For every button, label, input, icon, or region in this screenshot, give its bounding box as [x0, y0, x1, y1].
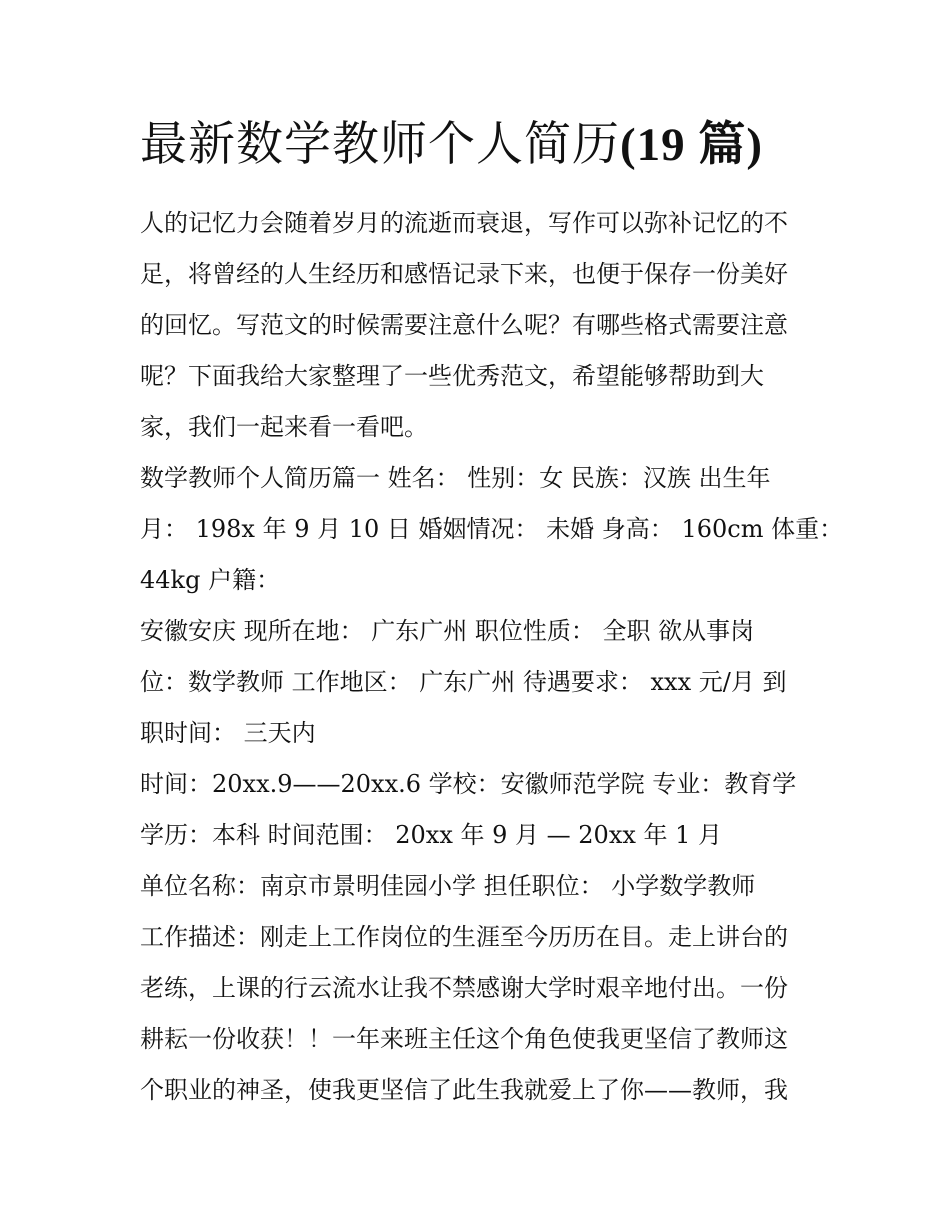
document-body [140, 198, 844, 1116]
title-count-text: (19 篇) [620, 119, 764, 171]
text-line: 的回忆。写范文的时候需要注意什么呢？有哪些格式需要注意 [140, 311, 788, 339]
text-line: 月： 198x 年 9 月 10 日 婚姻情况： 未婚 身高： 160cm 体重： [140, 515, 844, 543]
text-line: 安徽安庆 现所在地： 广东广州 职位性质： 全职 欲从事岗 [140, 617, 755, 645]
text-line: 耕耘一份收获！！一年来班主任这个角色使我更坚信了教师这 [140, 1025, 788, 1053]
text-line: 人的记忆力会随着岁月的流逝而衰退，写作可以弥补记忆的不 [140, 209, 788, 237]
page-title [140, 110, 840, 180]
title-main-text: 最新数学教师个人简历 [140, 117, 620, 172]
text-line: 家，我们一起来看一看吧。 [140, 413, 428, 441]
text-line: 个职业的神圣，使我更坚信了此生我就爱上了你——教师，我 [140, 1076, 788, 1104]
text-line: 工作描述：刚走上工作岗位的生涯至今历历在目。走上讲台的 [140, 923, 788, 951]
text-line: 数学教师个人简历篇一 姓名： 性别：女 民族：汉族 出生年 [140, 464, 771, 492]
text-line: 老练，上课的行云流水让我不禁感谢大学时艰辛地付出。一份 [140, 974, 788, 1002]
text-line: 学历：本科 时间范围： 20xx 年 9 月 — 20xx 年 1 月 [140, 821, 723, 849]
text-line: 时间：20xx.9——20xx.6 学校：安徽师范学院 专业：教育学 [140, 770, 797, 798]
text-line: 位：数学教师 工作地区： 广东广州 待遇要求： xxx 元/月 到 [140, 668, 787, 696]
text-line: 呢？下面我给大家整理了一些优秀范文，希望能够帮助到大 [140, 362, 764, 390]
text-line: 44kg 户籍： [140, 566, 281, 594]
text-line: 单位名称：南京市景明佳园小学 担任职位： 小学数学教师 [140, 872, 756, 900]
text-line: 职时间： 三天内 [140, 719, 316, 747]
text-line: 足，将曾经的人生经历和感悟记录下来，也便于保存一份美好 [140, 260, 788, 288]
